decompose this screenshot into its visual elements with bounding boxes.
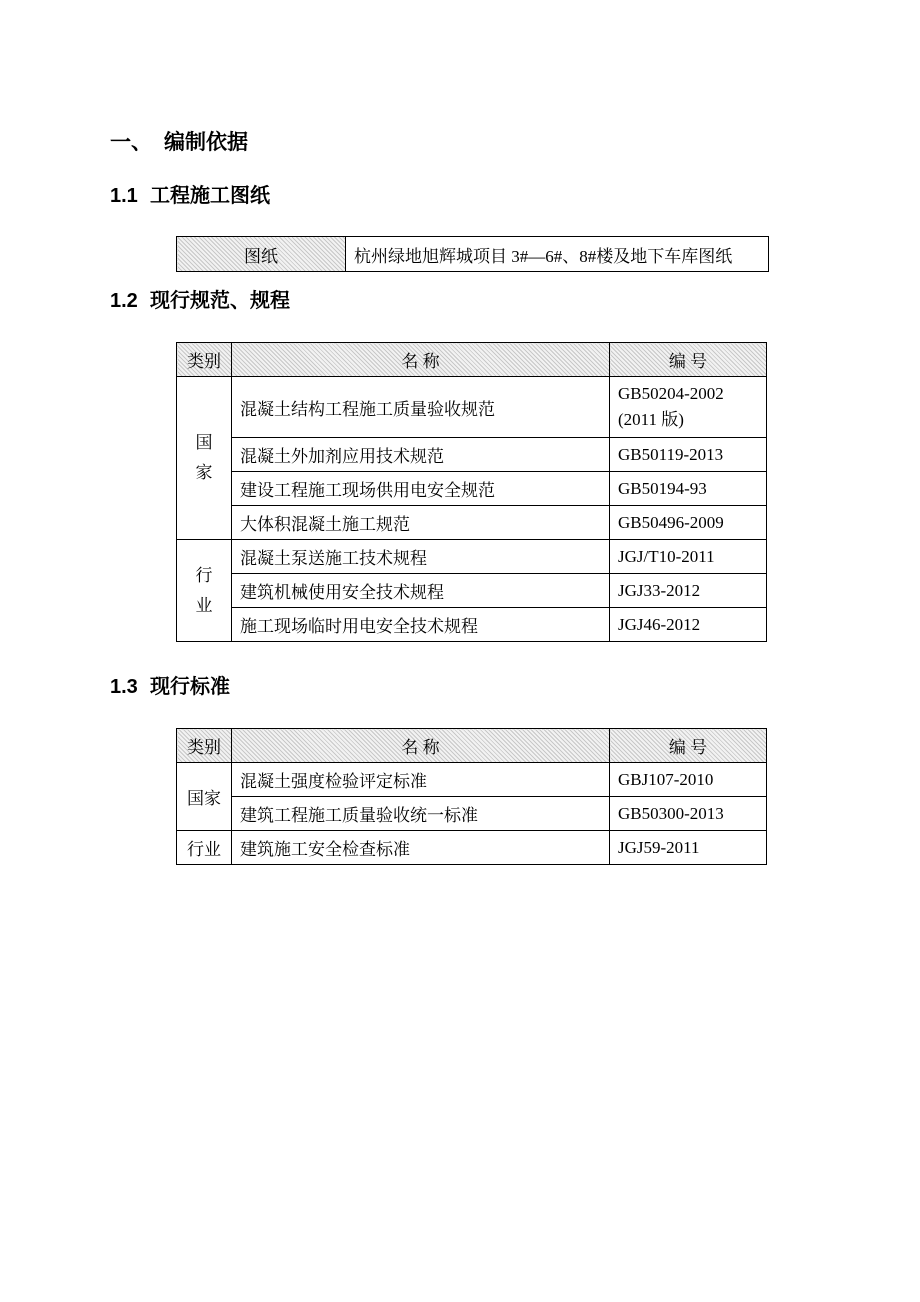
spec-name-cell: 施工现场临时用电安全技术规程 <box>232 608 610 642</box>
section-heading-1-1 <box>110 182 270 210</box>
table-row <box>177 574 767 608</box>
spec-code-cell <box>610 377 767 438</box>
spec-name-cell: 大体积混凝土施工规范 <box>232 506 610 540</box>
category-label: 行业 <box>195 565 213 615</box>
spec-code-cell: GB50496-2009 <box>610 506 767 540</box>
spec-name-cell: 混凝土外加剂应用技术规范 <box>232 438 610 472</box>
section-number: 1.3 <box>110 676 138 698</box>
category-label: 国家 <box>195 433 213 482</box>
table-row <box>177 506 767 540</box>
drawing-label-cell: 图纸 <box>177 237 346 272</box>
table-row <box>177 540 767 574</box>
chapter-number: 一、 <box>110 131 152 154</box>
spec-code-cell: GB50194-93 <box>610 472 767 506</box>
spec-name-cell: 建筑机械使用安全技术规程 <box>232 574 610 608</box>
section-number: 1.2 <box>110 290 138 312</box>
spec-name-cell: 建设工程施工现场供用电安全规范 <box>232 472 610 506</box>
category-cell: 行业 <box>177 831 232 865</box>
table-row <box>177 608 767 642</box>
header-category: 类别 <box>177 343 232 377</box>
spec-code-cell: JGJ46-2012 <box>610 608 767 642</box>
drawing-table <box>176 236 769 272</box>
header-name: 名 称 <box>232 343 610 377</box>
header-code: 编 号 <box>610 343 767 377</box>
standard-name-cell: 混凝土强度检验评定标准 <box>232 763 610 797</box>
header-code: 编 号 <box>610 729 767 763</box>
standards-table <box>176 728 767 865</box>
section-title: 工程施工图纸 <box>150 185 270 207</box>
header-category: 类别 <box>177 729 232 763</box>
table-row <box>177 377 767 438</box>
table-row <box>177 831 767 865</box>
drawing-value-cell: 杭州绿地旭辉城项目 3#—6#、8#楼及地下车库图纸 <box>346 237 769 272</box>
spec-name-cell: 混凝土结构工程施工质量验收规范 <box>232 377 610 438</box>
table-header-row <box>177 729 767 763</box>
standard-name-cell: 建筑施工安全检查标准 <box>232 831 610 865</box>
section-number: 1.1 <box>110 185 138 207</box>
standard-code-cell: JGJ59-2011 <box>610 831 767 865</box>
spec-table <box>176 342 767 642</box>
section-heading-1-3 <box>110 673 230 701</box>
chapter-title: 编制依据 <box>164 131 248 154</box>
standard-code-cell: GB50300-2013 <box>610 797 767 831</box>
table-row <box>177 237 769 272</box>
table-row <box>177 763 767 797</box>
category-cell <box>177 540 232 642</box>
spec-code-cell: JGJ/T10-2011 <box>610 540 767 574</box>
spec-code-cell: JGJ33-2012 <box>610 574 767 608</box>
table-header-row <box>177 343 767 377</box>
table-row <box>177 472 767 506</box>
spec-code-extra: (2011 版) <box>618 410 684 429</box>
table-row <box>177 797 767 831</box>
section-heading-1-2 <box>110 287 290 315</box>
standard-code-cell: GBJ107-2010 <box>610 763 767 797</box>
standard-name-cell: 建筑工程施工质量验收统一标准 <box>232 797 610 831</box>
chapter-heading <box>110 128 248 158</box>
category-cell: 国家 <box>177 763 232 831</box>
spec-code-cell: GB50119-2013 <box>610 438 767 472</box>
section-title: 现行标准 <box>150 676 230 698</box>
category-cell <box>177 377 232 540</box>
table-row <box>177 438 767 472</box>
header-name: 名 称 <box>232 729 610 763</box>
spec-name-cell: 混凝土泵送施工技术规程 <box>232 540 610 574</box>
section-title: 现行规范、规程 <box>150 290 290 312</box>
spec-code: GB50204-2002 <box>618 384 724 403</box>
